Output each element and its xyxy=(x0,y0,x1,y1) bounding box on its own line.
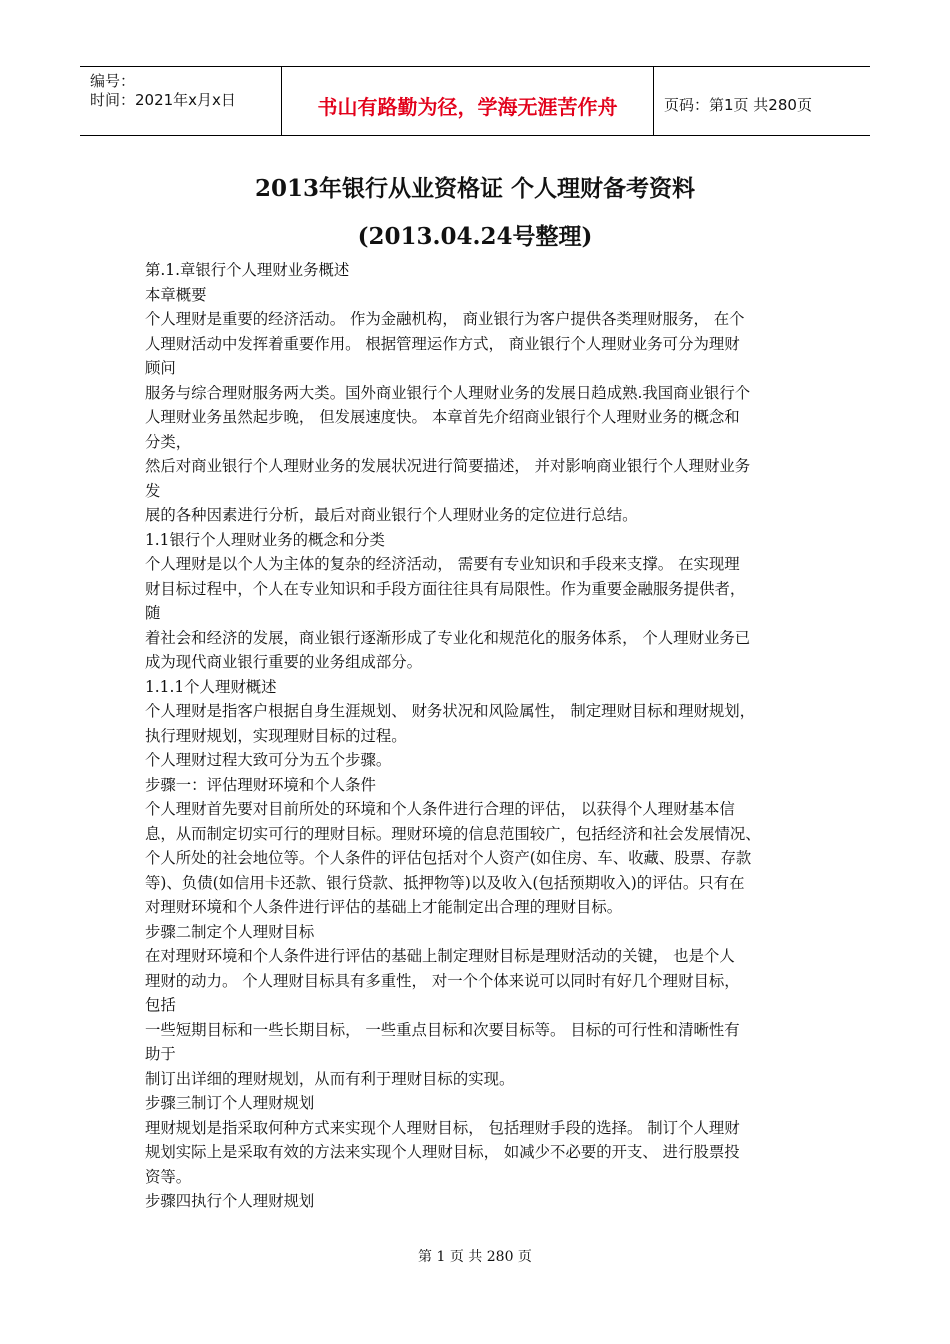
body-text-line: 顾问 xyxy=(145,359,176,377)
body-text-line: 1.1.1个人理财概述 xyxy=(145,677,277,696)
body-text-line: 财目标过程中，个人在专业知识和手段方面往往具有局限性。作为重要金融服务提供者， xyxy=(145,579,746,598)
body-text-line: 规划实际上是采取有效的方法来实现个人理财目标， 如减少不必要的开支、 进行股票投 xyxy=(145,1143,740,1161)
body-text-line: 个人理财是指客户根据自身生涯规划、 财务状况和风险属性， 制定理财目标和理财规划， xyxy=(145,702,756,720)
header-motto: 书山有路勤为径，学海无涯苦作舟 xyxy=(317,95,618,119)
body-text-line: 发 xyxy=(145,481,161,500)
header-table xyxy=(80,66,870,136)
document-date-label: 时间：2021年x月x日 xyxy=(90,91,236,109)
body-text-line: 步骤三制订个人理财规划 xyxy=(145,1094,315,1112)
body-text-line: 随 xyxy=(145,604,161,622)
body-text-line: 本章概要 xyxy=(145,285,207,304)
body-text-line: 对理财环境和个人条件进行评估的基础上才能制定出合理的理财目标。 xyxy=(145,898,623,916)
body-text-line: 助于 xyxy=(145,1045,176,1063)
body-text-line: 包括 xyxy=(145,996,176,1014)
body-text-line: 个人理财过程大致可分为五个步骤。 xyxy=(145,751,392,769)
document-code-label: 编号： xyxy=(90,72,136,90)
body-text-line: 然后对商业银行个人理财业务的发展状况进行简要描述， 并对影响商业银行个人理财业务 xyxy=(145,457,751,475)
body-text-line: 执行理财规划，实现理财目标的过程。 xyxy=(145,726,407,745)
body-text-line: 步骤一：评估理财环境和个人条件 xyxy=(145,775,376,794)
header-middle-cell xyxy=(281,67,654,135)
document-title: 2013年银行从业资格证 个人理财备考资料 xyxy=(254,175,696,202)
body-text-line: 分类， xyxy=(145,432,192,451)
body-text-line: 一些短期目标和一些长期目标， 一些重点目标和次要目标等。 目标的可行性和清晰性有 xyxy=(145,1020,740,1039)
body-text-line: 服务与综合理财服务两大类。国外商业银行个人理财业务的发展日趋成熟.我国商业银行个 xyxy=(145,383,751,402)
body-text-line: 第.1.章银行个人理财业务概述 xyxy=(145,261,350,279)
document-subtitle: (2013.04.24号整理) xyxy=(357,223,593,250)
body-text-line: 理财的动力。 个人理财目标具有多重性， 对一个个体来说可以同时有好几个理财目标， xyxy=(145,971,740,990)
body-text-line: 资等。 xyxy=(145,1167,192,1186)
body-text-line: 步骤四执行个人理财规划 xyxy=(145,1192,315,1210)
page-footer: 第 1 页 共 280 页 xyxy=(418,1249,532,1265)
body-text-line: 息，从而制定切实可行的理财目标。理财环境的信息范围较广，包括经济和社会发展情况、 xyxy=(145,824,761,843)
body-text-line: 个人理财是以个人为主体的复杂的经济活动， 需要有专业知识和手段来支撑。 在实现理 xyxy=(145,555,740,573)
body-text-line: 着社会和经济的发展，商业银行逐渐形成了专业化和规范化的服务体系， 个人理财业务已 xyxy=(145,628,751,647)
header-right-cell xyxy=(654,67,870,135)
body-text-line: 理财规划是指采取何种方式来实现个人理财目标， 包括理财手段的选择。 制订个人理财 xyxy=(145,1118,740,1137)
body-text-line: 个人理财首先要对目前所处的环境和个人条件进行合理的评估， 以获得个人理财基本信 xyxy=(145,800,735,818)
body-text-line: 制订出详细的理财规划，从而有利于理财目标的实现。 xyxy=(145,1069,515,1088)
header-page-info: 页码：第1页 共280页 xyxy=(664,96,812,114)
body-text-line: 人理财活动中发挥着重要作用。 根据管理运作方式， 商业银行个人理财业务可分为理财 xyxy=(145,334,740,353)
body-text-line: 个人所处的社会地位等。个人条件的评估包括对个人资产(如住房、车、收藏、股票、存款 xyxy=(145,849,752,867)
body-text-line: 1.1银行个人理财业务的概念和分类 xyxy=(145,530,385,549)
body-text-line: 个人理财是重要的经济活动。 作为金融机构， 商业银行为客户提供各类理财服务， 在个 xyxy=(145,310,745,328)
header-left-cell xyxy=(80,67,281,135)
body-text-line: 在对理财环境和个人条件进行评估的基础上制定理财目标是理财活动的关键， 也是个人 xyxy=(145,947,735,965)
body-text-line: 展的各种因素进行分析，最后对商业银行个人理财业务的定位进行总结。 xyxy=(145,506,638,524)
body-text-line: 成为现代商业银行重要的业务组成部分。 xyxy=(145,653,423,671)
body-text-line: 等)、负债(如信用卡还款、银行贷款、抵押物等)以及收入(包括预期收入)的评估。只有在 xyxy=(145,873,745,892)
body-text-line: 人理财业务虽然起步晚， 但发展速度快。 本章首先介绍商业银行个人理财业务的概念和 xyxy=(145,408,740,426)
document-body xyxy=(145,258,815,1214)
body-text-line: 步骤二制定个人理财目标 xyxy=(145,922,315,941)
